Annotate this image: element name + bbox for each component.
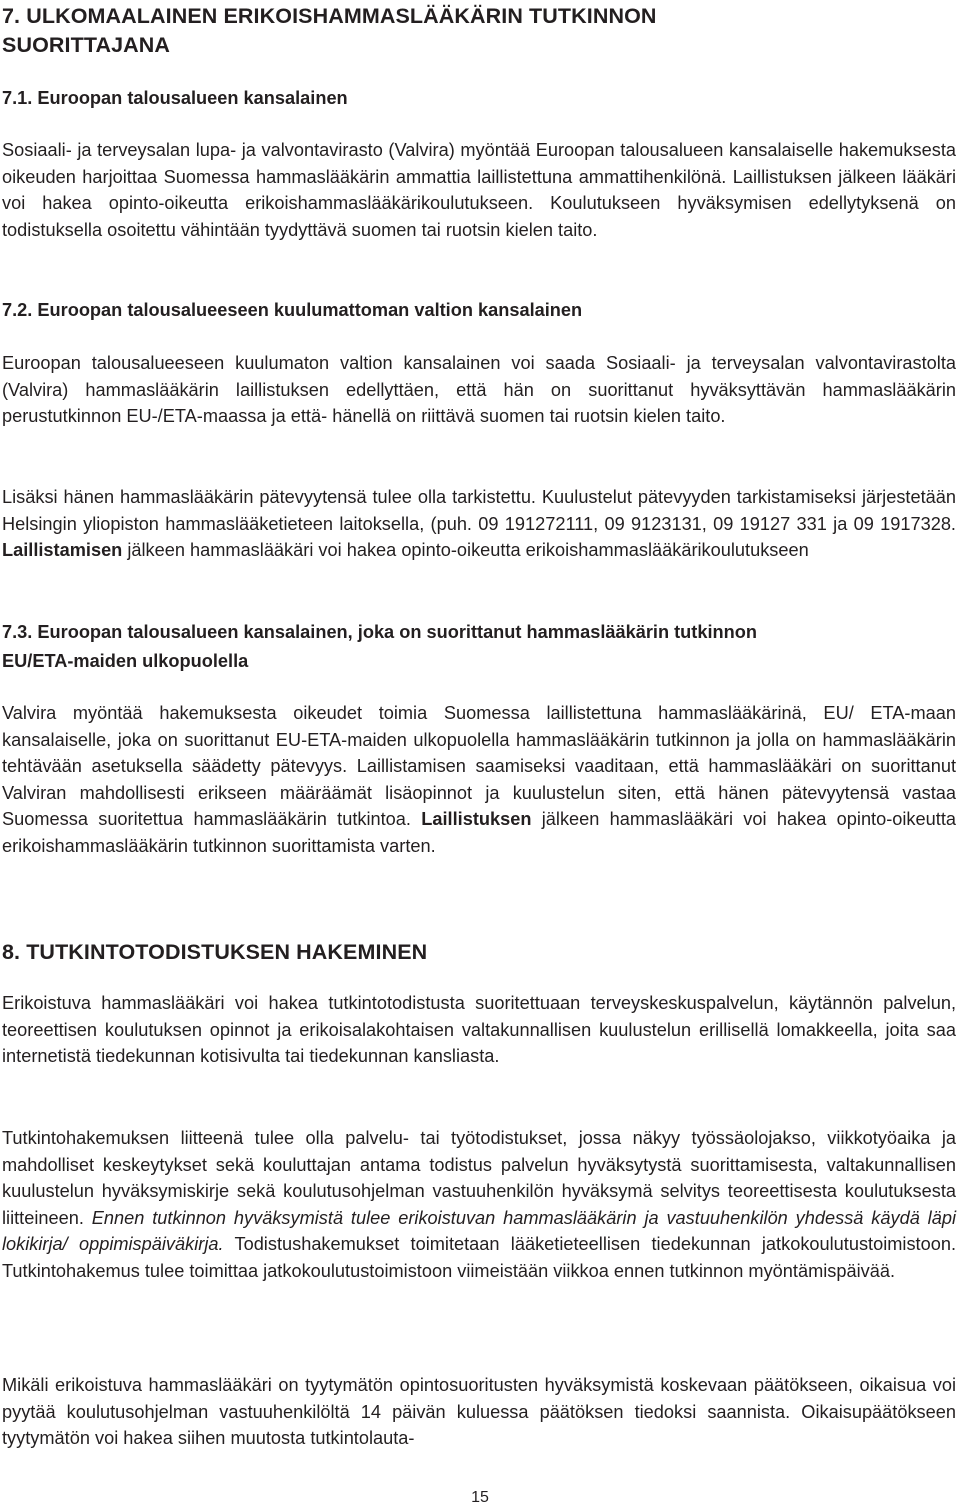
section-7-2-paragraph-2-bold: Laillistamisen: [2, 540, 123, 560]
section-7-3-heading-line-1: 7.3. Euroopan talousalueen kansalainen, joka on suorittanut hammaslääkärin tutkinnon: [2, 622, 757, 642]
page-number: 15: [471, 1489, 489, 1506]
section-7-3-paragraph-start: Valvira myöntää hakemuksesta oikeudet toimia Suomessa laillistettuna hammaslääkärinä, EU/ ETA-maan kansalaiselle, joka on suorittanut EU-ETA-maiden ulkopuolella hammaslääkärin tutkinnon ja jolla on hammaslääkärin tehtävään asetuksella säädetty pätevyys. Laillistamisen saamiseksi vaaditaan, että hammaslääkäri on suorittanut Valviran mahdollisesti erikseen määräämät lisäopinnot ja kuulustelun siten, että hänen pätevyytensä vastaa Suomessa suoritettua hammaslääkärin tutkintoa.: [2, 703, 956, 829]
section-7-2-heading: 7.2. Euroopan talousalueeseen kuulumattoman valtion kansalainen: [2, 300, 583, 320]
section-7-1-heading: 7.1. Euroopan talousalueen kansalainen: [2, 88, 348, 108]
section-8-paragraph-2-start: Tutkintohakemuksen liitteenä tulee olla palvelu- tai työtodistukset, jossa näkyy työssäolojakso, viikkotyöaika ja mahdolliset keskeytykset sekä kouluttajan antama todistus palvelun hyväksytystä suorittamisesta, valtakunnallisen kuulustelun hyväksymiskirje sekä koulutusohjelman vastuuhenkilön hyväksymä selvitys teoreettisesta koulutuksesta liitteineen.: [2, 1128, 956, 1228]
section-8-paragraph-2-italic: Ennen tutkinnon hyväksymistä tulee erikoistuvan hammaslääkärin ja vastuuhenkilön yhdessä käydä läpi lokikirja/ oppimispäiväkirja.: [2, 1207, 956, 1254]
section-7-2-paragraph-2-start: Lisäksi hänen hammaslääkärin pätevyytensä tulee olla tarkistettu. Kuulustelut pätevyyden tarkistamiseksi järjestetään Helsingin yliopiston hammaslääketieteen laitoksella, (puh. 09 191272111, 09 9123131, 09 19127 331 ja 09 1917328.: [2, 487, 956, 534]
section-7-3-heading-line-2: EU/ETA-maiden ulkopuolella: [2, 651, 249, 671]
section-7-2-paragraph-2: [2, 484, 956, 564]
section-7-2-paragraph-1: Euroopan talousalueeseen kuulumaton valtion kansalainen voi saada Sosiaali- ja terveysalan valvontavirastolta (Valvira) hammaslääkärin laillistuksen edellyttäen, että hän on suorittanut hyväksyttävän hammaslääkärin perustutkinnon EU-/ETA-maassa ja että- hänellä on riittävä suomen tai ruotsin kielen taito.: [2, 353, 956, 426]
section-7-1-paragraph: Sosiaali- ja terveysalan lupa- ja valvontavirasto (Valvira) myöntää Euroopan talousalueen kansalaiselle hakemuksesta oikeuden harjoittaa Suomessa hammaslääkärin ammattia laillistettuna ammattihenkilönä. Laillistuksen jälkeen lääkäri voi hakea opinto-oikeutta erikoishammaslääkärikoulutukseen. Koulutukseen hyväksymisen edellytyksenä on todistuksella osoitettu vähintään tyydyttävä suomen tai ruotsin kielen taito.: [2, 140, 956, 240]
section-8-paragraph-2-end: Todistushakemukset toimitetaan lääketieteellisen tiedekunnan jatkokoulutustoimistoon. Tutkintohakemus tulee toimittaa jatkokoulutustoimistoon viimeistään viikkoa ennen tutkinnon myöntämispäivää.: [2, 1234, 956, 1281]
section-7-3-paragraph-bold: Laillistuksen: [421, 809, 532, 829]
section-8-paragraph-1: Erikoistuva hammaslääkäri voi hakea tutkintotodistusta suoritettuaan terveyskeskuspalvelun, käytännön palvelun, teoreettisen koulutuksen opinnot ja erikoisalakohtaisen valtakunnallisen kuulustelun erillisellä lomakkeella, joita saa internetistä tiedekunnan kotisivulta tai tiedekunnan kansliasta.: [2, 993, 956, 1066]
section-8-paragraph-2: [2, 1125, 956, 1284]
section-8-paragraph-3: Mikäli erikoistuva hammaslääkäri on tyytymätön opintosuoritusten hyväksymistä koskevaan päätökseen, oikaisua voi pyytää koulutusohjelman vastuuhenkilöltä 14 päivän kuluessa päätöksen tiedoksi saannista. Oikaisupäätökseen tyytymätön voi hakea siihen muutosta tutkintolauta-: [2, 1375, 956, 1448]
section-7-title: [2, 2, 956, 60]
section-7-2-paragraph-2-end: jälkeen hammaslääkäri voi hakea opinto-oikeutta erikoishammaslääkärikoulutukseen: [122, 540, 809, 560]
section-7-3-paragraph-end: jälkeen hammaslääkäri voi hakea opinto-oikeutta erikoishammaslääkärin tutkinnon suorittamista varten.: [2, 809, 956, 856]
section-7-3-paragraph: [2, 700, 956, 859]
section-7-title-line-2: SUORITTAJANA: [2, 33, 171, 57]
section-8-title: 8. TUTKINTOTODISTUKSEN HAKEMINEN: [2, 940, 428, 964]
section-7-title-line-1: 7. ULKOMAALAINEN ERIKOISHAMMASLÄÄKÄRIN TUTKINNON: [2, 4, 657, 28]
section-7-3-heading: [2, 618, 956, 676]
